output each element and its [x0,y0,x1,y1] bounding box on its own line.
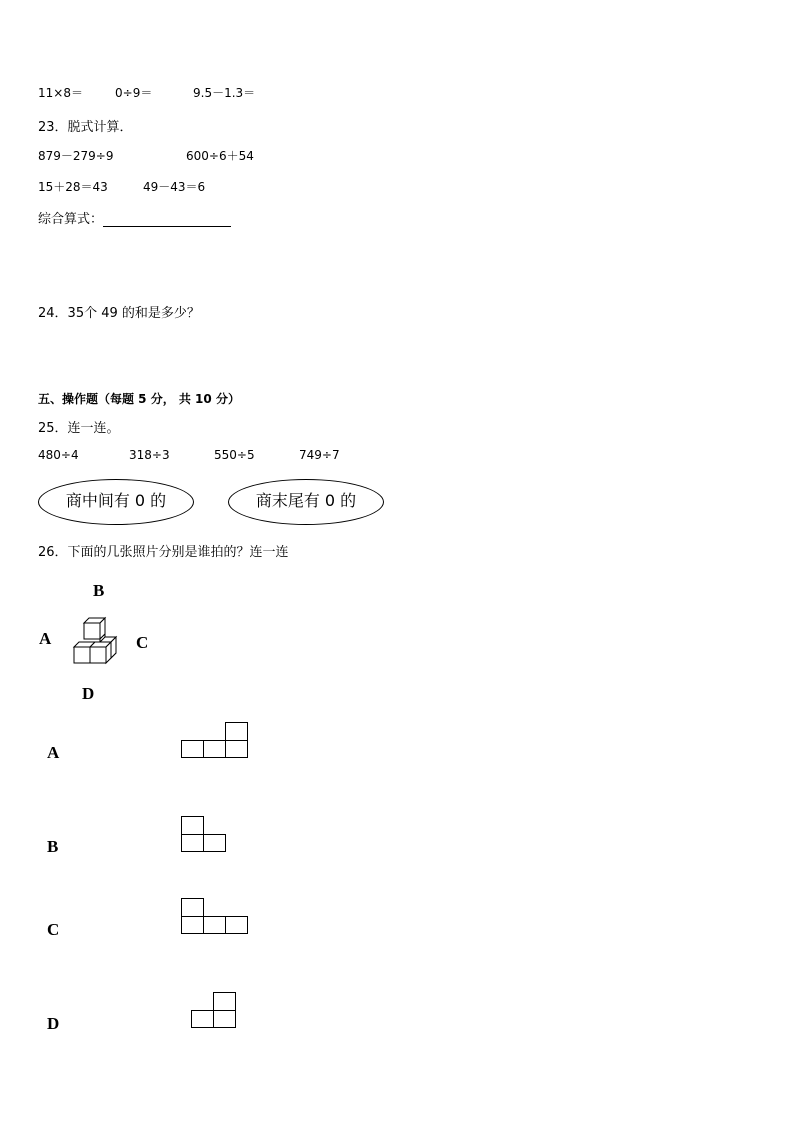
q25-expr-2: 318÷3 [129,448,170,462]
q25-expr-4: 749÷7 [299,448,340,462]
view-label-left: A [39,629,52,648]
q23-step-1: 15＋28＝43 [38,180,108,194]
q22-item-3: 9.5－1.3＝ [193,86,256,100]
section-heading: 五、操作题（每题 5 分， 共 10 分） [38,392,240,406]
oval-zero-end[interactable]: 商末尾有 0 的 [228,479,384,525]
q23-step-2: 49－43＝6 [143,180,206,194]
cube-stack-figure [70,615,120,670]
q22-item-1: 11×8＝ [38,86,83,100]
q24-question: 24．35个 49 的和是多少？ [38,306,200,321]
q23-combined-label: 综合算式： [38,212,104,227]
oval-zero-middle[interactable]: 商中间有 0 的 [38,479,194,525]
q23-title: 23．脱式计算． [38,120,133,135]
view-shape-b[interactable] [181,815,231,855]
view-shape-a[interactable] [181,721,251,761]
view-label-right: C [136,633,149,652]
view-label-bottom: D [82,684,95,703]
q23-expr-1: 879－279÷9 [38,149,114,163]
q26-title: 26．下面的几张照片分别是谁拍的？连一连 [38,545,289,560]
row-label-d: D [47,1014,60,1033]
row-label-b: B [47,837,59,856]
row-label-a: A [47,743,60,762]
row-label-c: C [47,920,60,939]
view-shape-d[interactable] [191,991,241,1031]
view-label-top: B [93,581,105,600]
q23-expr-2: 600÷6＋54 [186,149,254,163]
q23-combined-line [38,208,231,227]
q22-item-2: 0÷9＝ [115,86,153,100]
q25-title: 25．连一连。 [38,421,120,436]
answer-blank[interactable] [103,214,231,227]
q25-expr-3: 550÷5 [214,448,255,462]
view-shape-c[interactable] [181,897,251,937]
q25-expr-1: 480÷4 [38,448,79,462]
